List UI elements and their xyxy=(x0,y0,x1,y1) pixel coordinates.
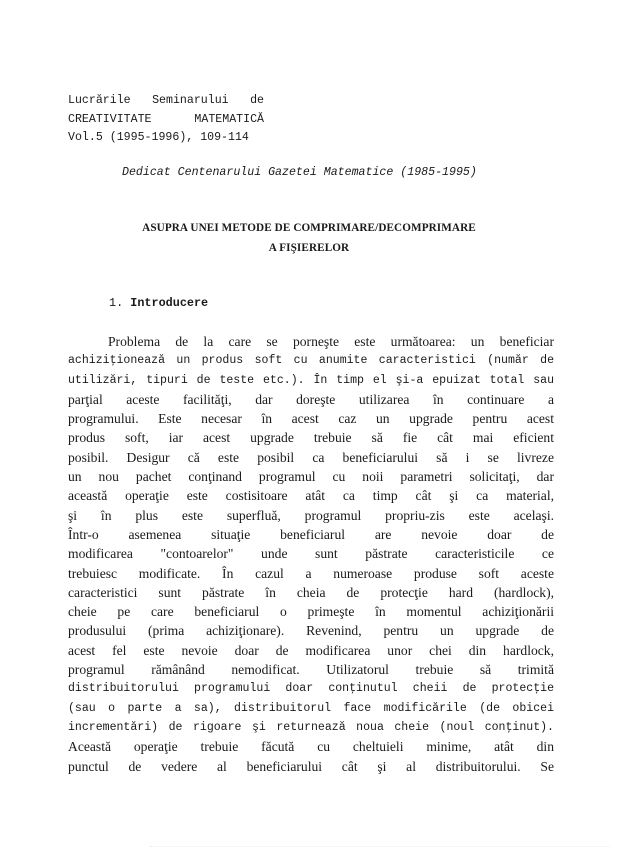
paragraph-line: posibil. Desigur că este posibil ca beneficiarului să i se livreze xyxy=(68,449,554,465)
paragraph-line: Într-o asemenea situaţie beneficiarul are nevoie doar de xyxy=(68,526,554,542)
paragraph-line: acest fel este nevoie doar de modificarea unor chei din hardlock, xyxy=(68,642,554,658)
paragraph-line: Această operaţie trebuie făcută cu cheltuieli minime, atât din xyxy=(68,739,554,755)
paragraph-line: utilizări, tipuri de teste etc.). În timp el şi-a epuizat total sau xyxy=(68,373,554,387)
paragraph-line: caracteristici sunt păstrate în cheia de protecţie hard (hardlock), xyxy=(68,584,554,600)
introduction-paragraph xyxy=(68,332,554,776)
journal-subject-word-2: MATEMATICĂ xyxy=(194,112,264,126)
journal-header xyxy=(68,92,288,148)
journal-name-line xyxy=(68,92,264,111)
dedication: Dedicat Centenarului Gazetei Matematice (1985-1995) xyxy=(122,166,477,179)
paragraph-line: această operaţie este costisitoare atât ca timp cât şi ca material, xyxy=(68,488,554,504)
paragraph-line: (sau o parte a sa), distribuitorul face modificările (de obicei xyxy=(68,701,554,715)
paragraph-line: un nou pachet conţinand programul cu noii parametri solicitaţi, dar xyxy=(68,469,554,485)
journal-name-word-3: de xyxy=(250,94,264,107)
journal-subject-word-1: CREATIVITATE xyxy=(68,112,152,126)
paragraph-line: punctul de vedere al beneficiarului cât şi al distribuitorului. Se xyxy=(68,758,554,774)
journal-name-word-1: Lucrările xyxy=(68,94,131,107)
paragraph-line: parţial aceste facilităţi, dar doreşte utilizarea în continuare a xyxy=(68,391,554,407)
paragraph-line: cheie pe care beneficiarul o primeşte în momentul achiziţionării xyxy=(68,604,554,620)
paragraph-line: programul rămânând nemodificat. Utilizatorul trebuie să trimită xyxy=(68,662,554,678)
paragraph-line: produsului (prima achiziţionare). Revenind, pentru un upgrade de xyxy=(68,623,554,639)
section-number: 1. xyxy=(109,296,124,310)
section-title: Introducere xyxy=(130,296,209,310)
paper-title-line-2: A FIŞIERELOR xyxy=(268,242,350,254)
paragraph-line: şi în plus este superfluă, programul propriu-zis este acelaşi. xyxy=(68,507,554,523)
paragraph-line: programului. Este necesar în acest caz un upgrade pentru acest xyxy=(68,411,554,427)
paragraph-line: trebuiesc modificate. În cazul a numeroase produse soft aceste xyxy=(68,565,554,581)
paragraph-line: modificarea "contoarelor" unde sunt păstrate caracteristicile ce xyxy=(68,546,554,562)
section-heading xyxy=(109,296,208,310)
journal-name-word-2: Seminarului xyxy=(152,94,229,107)
paragraph-line: Problema de la care se porneşte este următoarea: un beneficiar xyxy=(108,334,554,349)
paragraph-line: produs soft, iar acest upgrade trebuie să fie cât mai eficient xyxy=(68,430,554,446)
scan-artifact-divider xyxy=(150,846,610,851)
paragraph-line: incrementări) de rigoare şi returnează noua cheie (noul conţinut). xyxy=(68,720,554,734)
paragraph-line: achiziţionează un produs soft cu anumite caracteristici (număr de xyxy=(68,354,554,368)
paragraph-line: distribuitorului programului doar conţinutul cheii de protecţie xyxy=(68,682,554,696)
journal-subject-line xyxy=(68,111,264,130)
journal-volume-line: Vol.5 (1995-1996), 109-114 xyxy=(68,131,249,144)
paper-title-line-1: ASUPRA UNEI METODE DE COMPRIMARE/DECOMPRIMARE xyxy=(142,222,476,234)
